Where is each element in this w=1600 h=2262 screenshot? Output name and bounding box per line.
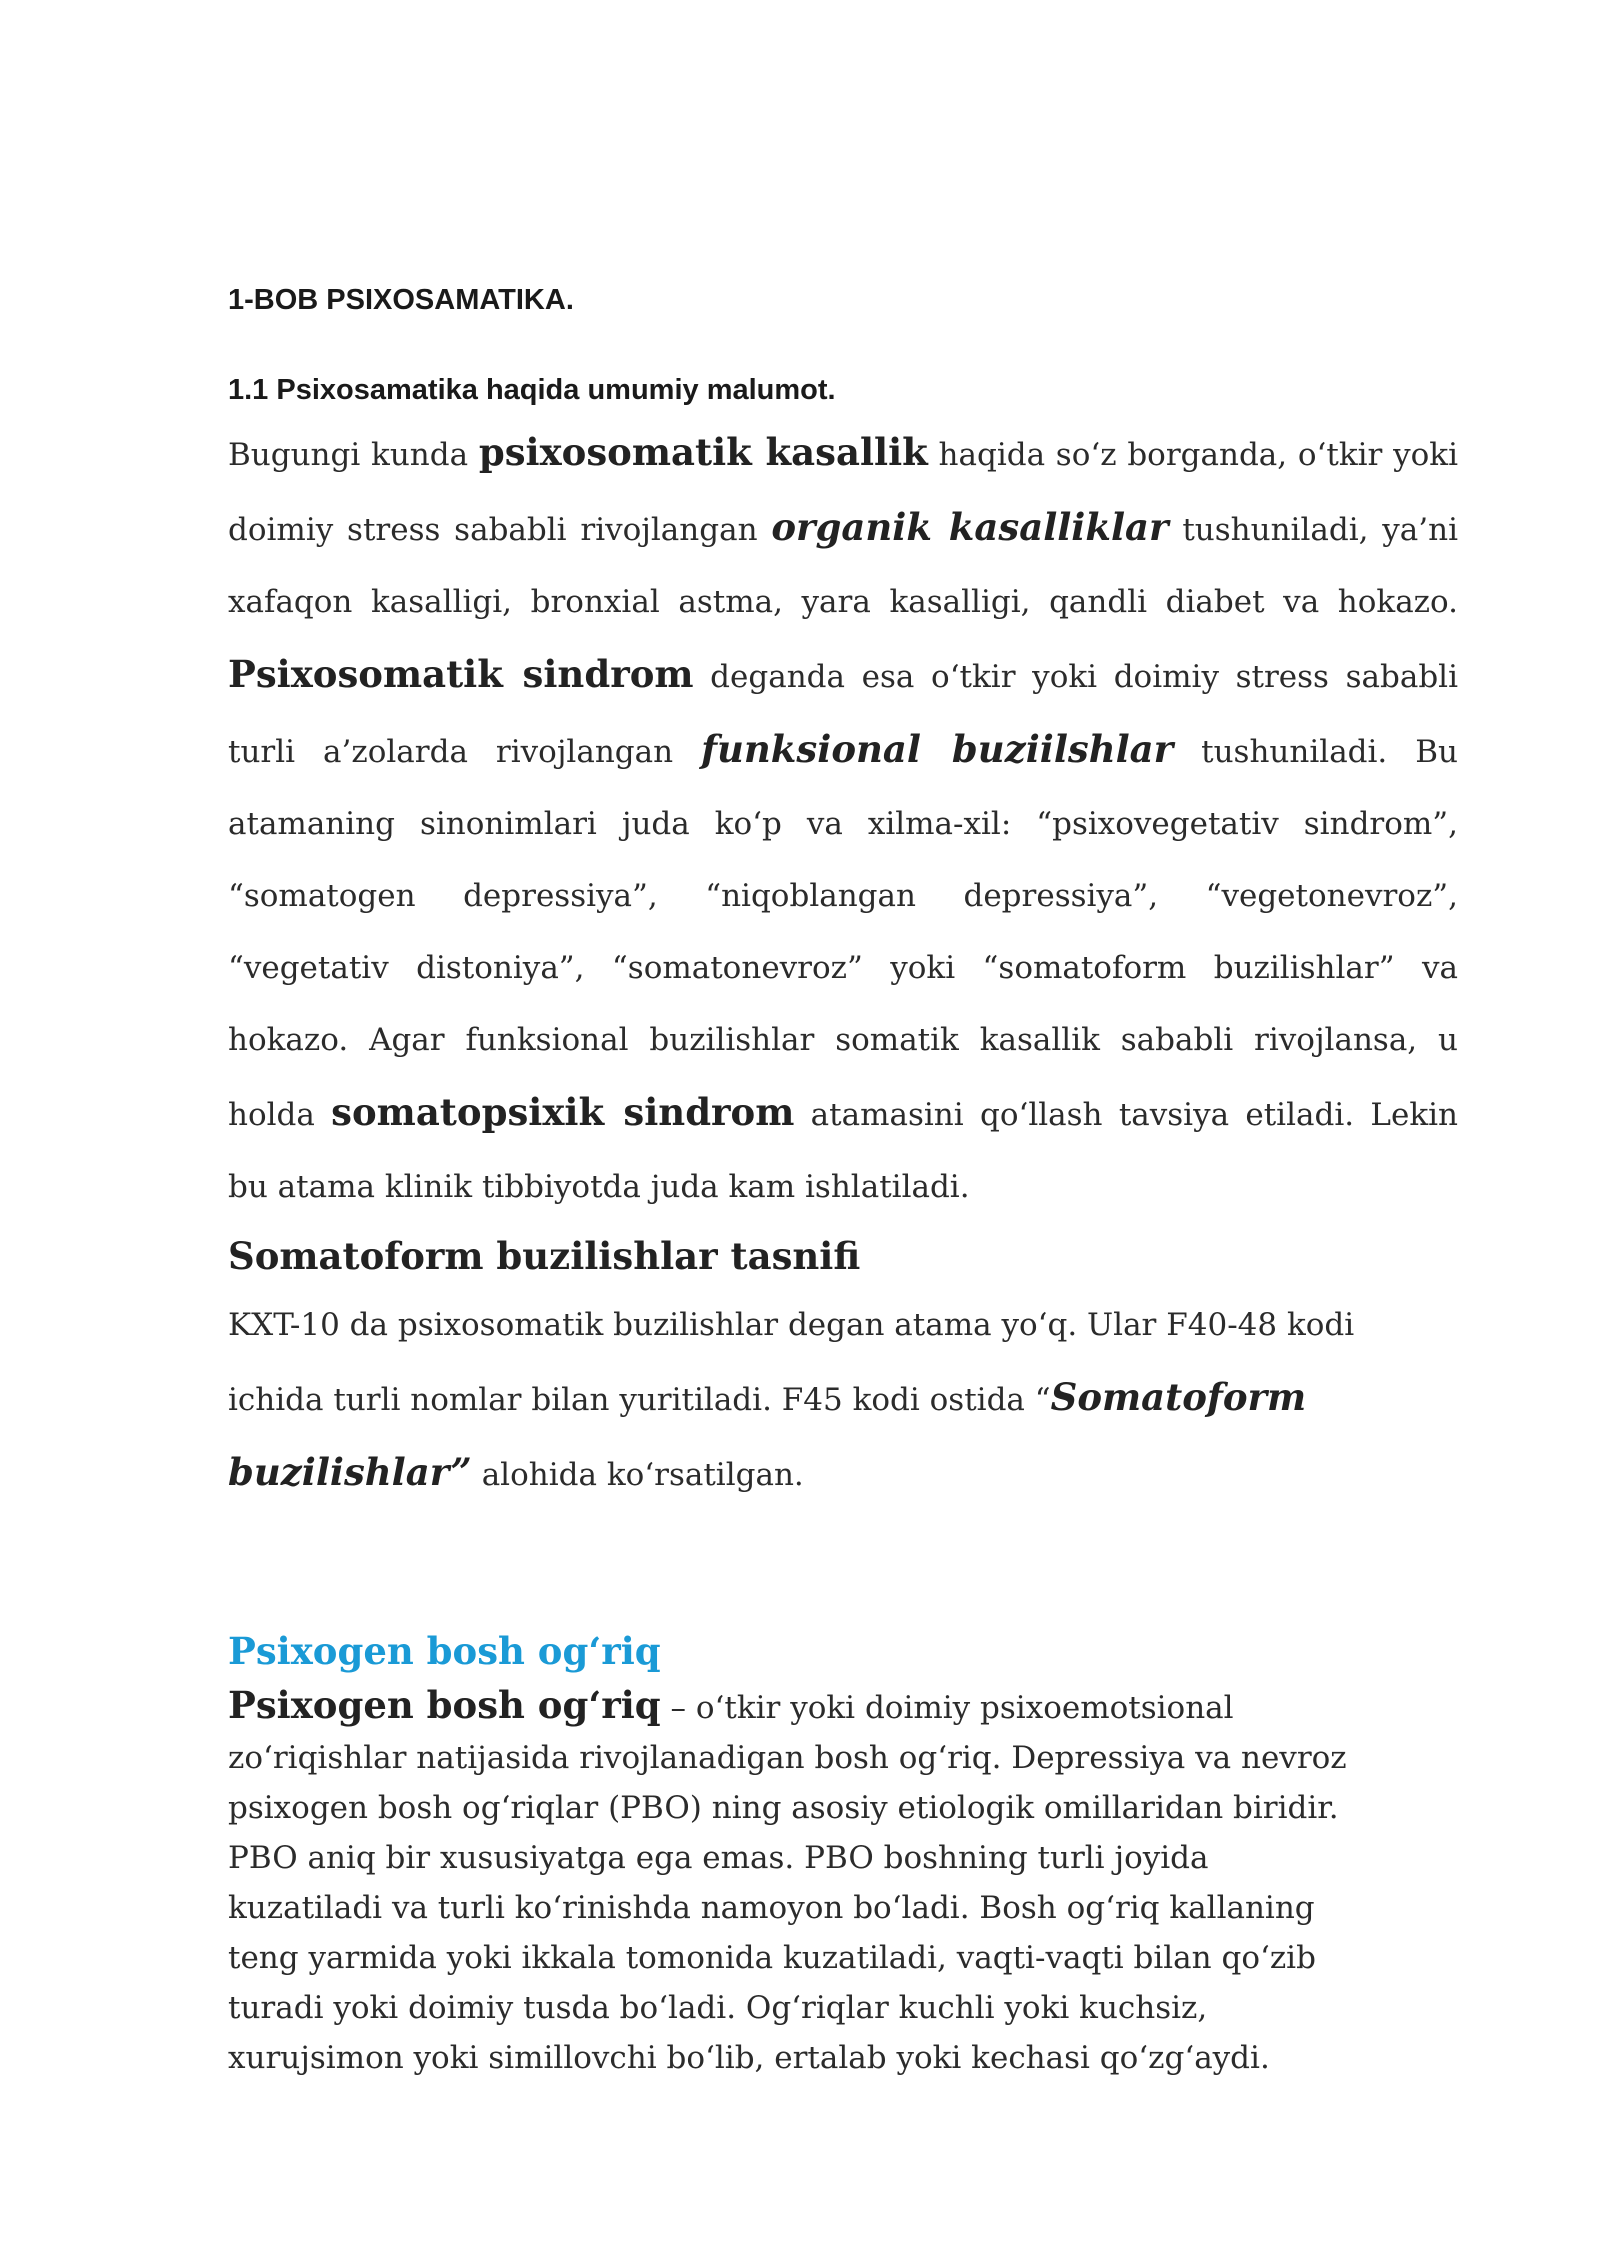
- text-run: atamasini qo‘llash tavsiya etiladi. Lekin bu atama klinik tibbiyotda juda kam ishlatiladi.: [228, 1097, 1458, 1205]
- headache-paragraph: [228, 1680, 1368, 2083]
- term-psixosomatik-sindrom: Psixosomatik sindrom: [228, 652, 694, 696]
- term-organik-kasalliklar: organik kasalliklar: [771, 505, 1169, 549]
- text-run: – o‘tkir yoki doimiy psixoemotsional zo‘riqishlar natijasida rivojlanadigan bosh og‘riq. Depressiya va nevroz psixogen bosh og‘riqlar (PBO) ning asosiy etiologik omillaridan biridir. PBO aniq bir xususiyatga ega emas. PBO boshning turli joyida kuzatiladi va turli ko‘rinishda namoyon bo‘ladi. Bosh og‘riq kallaning teng yarmida yoki ikkala tomonida kuzatiladi, vaqti-vaqti bilan qo‘zib turadi yoki doimiy tusda bo‘ladi. Og‘riqlar kuchli yoki kuchsiz, xurujsimon yoki simillovchi bo‘lib, ertalab yoki kechasi qo‘zg‘aydi.: [228, 1690, 1347, 2076]
- chapter-title: 1-BOB PSIXOSAMATIKA.: [228, 284, 574, 316]
- text-run: alohida ko‘rsatilgan.: [471, 1457, 804, 1493]
- text-run: tushuniladi. Bu atamaning sinonimlari juda ko‘p va xilma-xil: “psixovegetativ sindrom”, “somatogen depressiya”, “niqoblangan depressiya”, “vegetonevroz”, “vegetativ distoniya”, “somatonevroz” yoki “somatoform buzilishlar” va hokazo. Agar funksional buzilishlar somatik kasallik sababli rivojlansa, u holda: [228, 734, 1459, 1133]
- term-psixogen-bosh-ogriq: Psixogen bosh og‘riq: [228, 1683, 661, 1727]
- term-somatoform-buzilishlar: Somatoform buzilishlar”: [228, 1375, 1307, 1494]
- blue-heading-headache: Psixogen bosh og‘riq: [228, 1629, 661, 1673]
- text-run: Bugungi kunda: [228, 437, 479, 473]
- text-run: deganda esa o‘tkir yoki doimiy stress sababli turli a’zolarda rivojlangan: [228, 659, 1458, 770]
- subheading-classification: Somatoform buzilishlar tasnifi: [228, 1234, 861, 1278]
- section-title: 1.1 Psixosamatika haqida umumiy malumot.: [228, 374, 836, 406]
- classification-paragraph: [228, 1289, 1458, 1511]
- page-content: [228, 280, 1458, 1511]
- text-run: tushuniladi, ya’ni xafaqon kasalligi, bronxial astma, yara kasalligi, qandli diabet va hokazo.: [228, 512, 1459, 620]
- text-run: KXT-10 da psixosomatik buzilishlar degan atama yo‘q. Ular F40-48 kodi ichida turli nomlar bilan yuritiladi. F45 kodi ostida “: [228, 1307, 1355, 1418]
- text-run: haqida so‘z borganda, o‘tkir yoki doimiy stress sababli rivojlangan: [228, 437, 1459, 548]
- term-psixosomatik-kasallik: psixosomatik kasallik: [478, 430, 928, 474]
- term-funksional-buzilishlar: funksional buziilshlar: [701, 727, 1174, 771]
- term-somatopsixik-sindrom: somatopsixik sindrom: [331, 1090, 795, 1134]
- intro-paragraph: [228, 416, 1458, 1223]
